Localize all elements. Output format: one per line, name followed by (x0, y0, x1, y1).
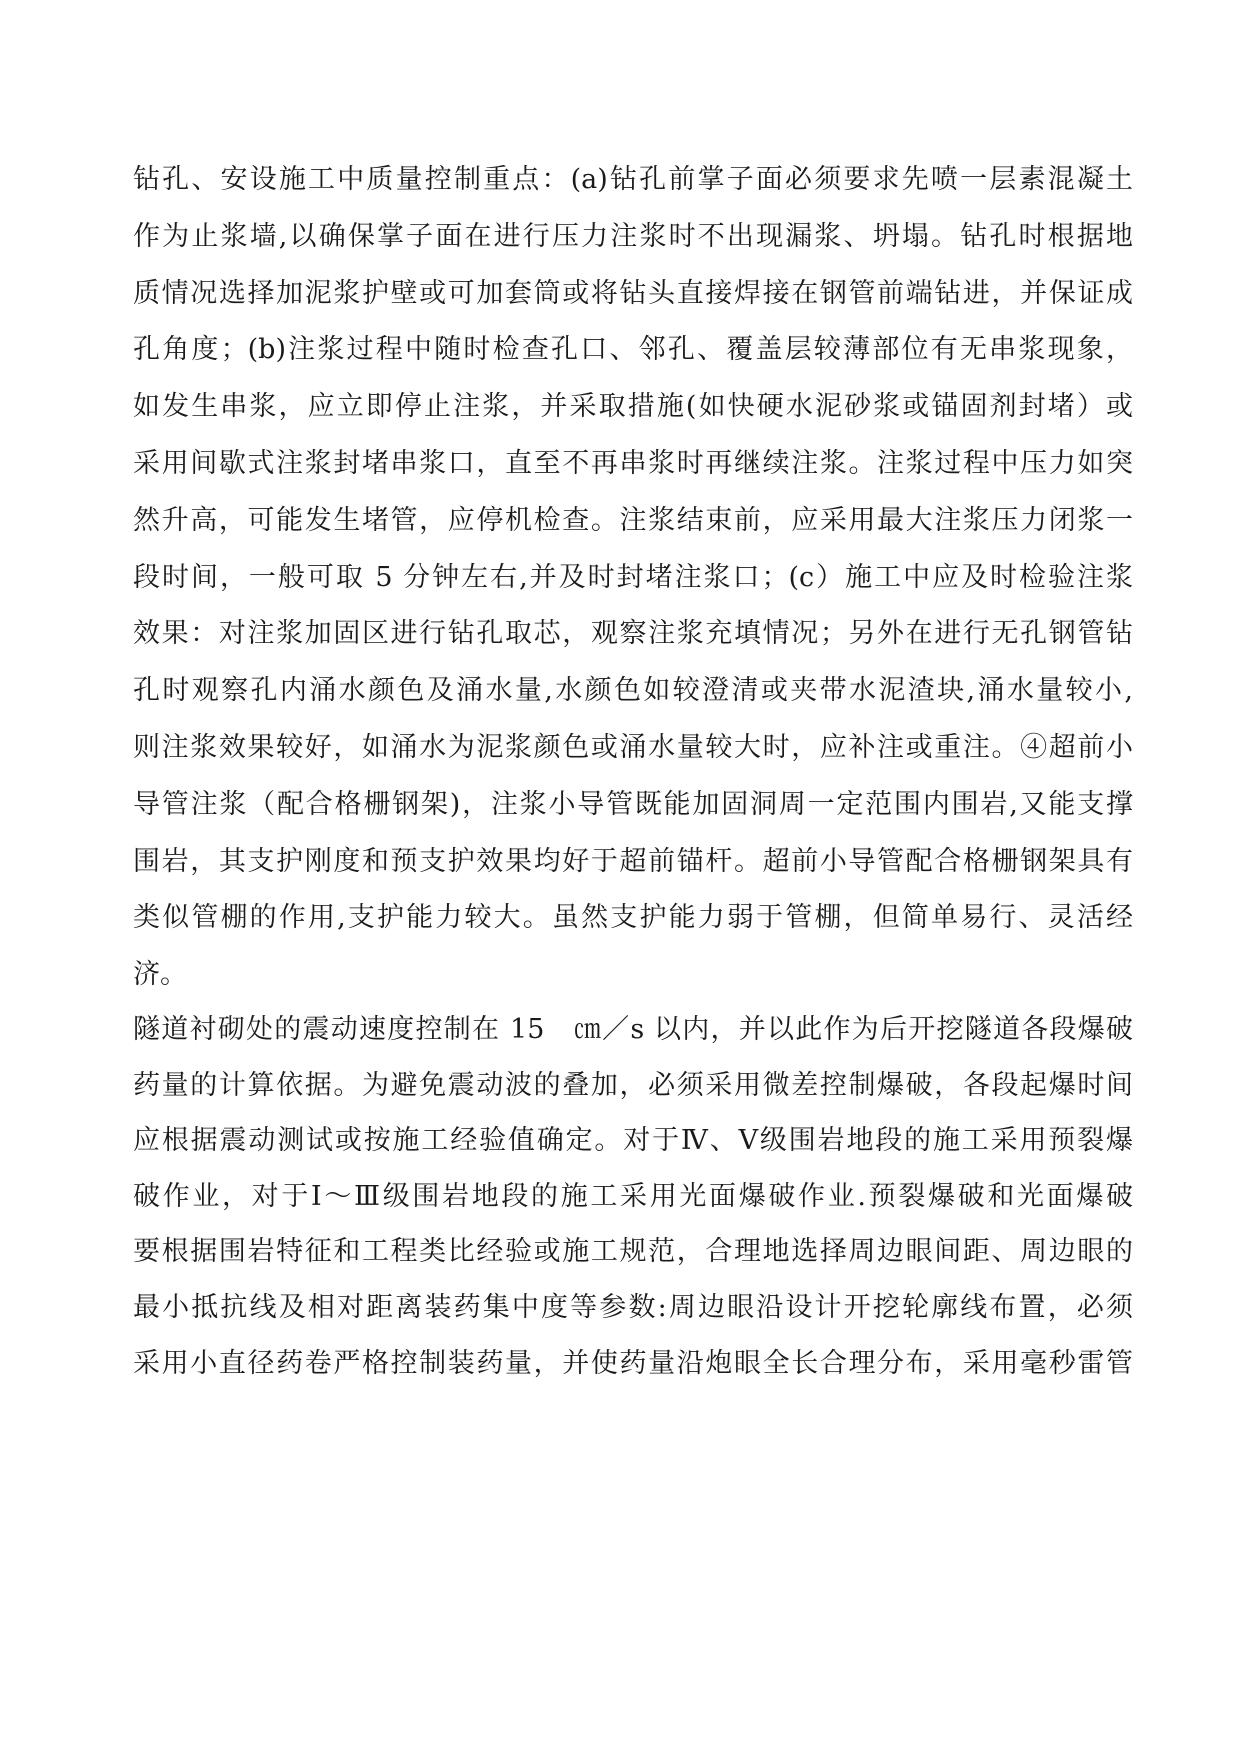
paragraph-blasting-vibration-control (133, 1010, 1133, 1399)
text-line: 则注浆效果较好，如涌水为泥浆颜色或涌水量较大时，应补注或重注。④超前小 (133, 731, 1133, 763)
text-line: 钻孔、安设施工中质量控制重点：(a)钻孔前掌子面必须要求先喷一层素混凝土 (133, 164, 1133, 195)
text-line: 孔时观察孔内涌水颜色及涌水量,水颜色如较澄清或夹带水泥渣块,涌水量较小, (133, 675, 1133, 707)
text-line: 然升高，可能发生堵管，应停机检查。注浆结束前，应采用最大注浆压力闭浆一 (133, 504, 1133, 536)
text-line: 类似管棚的作用,支护能力较大。虽然支护能力弱于管棚，但简单易行、灵活经 (133, 902, 1133, 934)
text-line: 药量的计算依据。为避免震动波的叠加，必须采用微差控制爆破，各段起爆时间 (133, 1069, 1133, 1101)
text-line: 采用间歇式注浆封堵串浆口，直至不再串浆时再继续注浆。注浆过程中压力如突 (133, 447, 1133, 479)
text-line: 效果：对注浆加固区进行钻孔取芯，观察注浆充填情况；另外在进行无孔钢管钻 (133, 618, 1133, 650)
text-line: 孔角度；(b)注浆过程中随时检查孔口、邻孔、覆盖层较薄部位有无串浆现象， (133, 334, 1133, 366)
text-line: 围岩，其支护刚度和预支护效果均好于超前锚杆。超前小导管配合格栅钢架具有 (133, 845, 1133, 877)
text-line: 济。 (133, 959, 187, 991)
text-line: 段时间，一般可取 5 分钟左右,并及时封堵注浆口；(c）施工中应及时检验注浆 (133, 561, 1133, 593)
text-line: 作为止浆墙,以确保掌子面在进行压力注浆时不出现漏浆、坍塌。钻孔时根据地 (133, 220, 1133, 252)
text-line: 如发生串浆，应立即停止注浆，并采取措施(如快硬水泥砂浆或锚固剂封堵）或 (133, 391, 1133, 423)
document-body (133, 160, 1133, 1399)
text-line: 采用小直径药卷严格控制装药量，并使药量沿炮眼全长合理分布，采用毫秒雷管 (133, 1347, 1133, 1379)
paragraph-grouting-quality-control (133, 160, 1133, 1012)
text-line: 要根据围岩特征和工程类比经验或施工规范，合理地选择周边眼间距、周边眼的 (133, 1236, 1133, 1268)
text-line: 质情况选择加泥浆护壁或可加套筒或将钻头直接焊接在钢管前端钻进，并保证成 (133, 277, 1133, 309)
text-line: 最小抵抗线及相对距离装药集中度等参数:周边眼沿设计开挖轮廓线布置，必须 (133, 1291, 1133, 1323)
text-line: 破作业，对于Ⅰ～Ⅲ级围岩地段的施工采用光面爆破作业.预裂爆破和光面爆破 (133, 1180, 1133, 1212)
text-line: 导管注浆（配合格栅钢架)，注浆小导管既能加固洞周一定范围内围岩,又能支撑 (133, 788, 1133, 820)
text-line: 隧道衬砌处的震动速度控制在 15 ㎝／s 以内，并以此作为后开挖隧道各段爆破 (133, 1013, 1133, 1045)
text-line: 应根据震动测试或按施工经验值确定。对于Ⅳ、Ⅴ级围岩地段的施工采用预裂爆 (133, 1125, 1133, 1157)
